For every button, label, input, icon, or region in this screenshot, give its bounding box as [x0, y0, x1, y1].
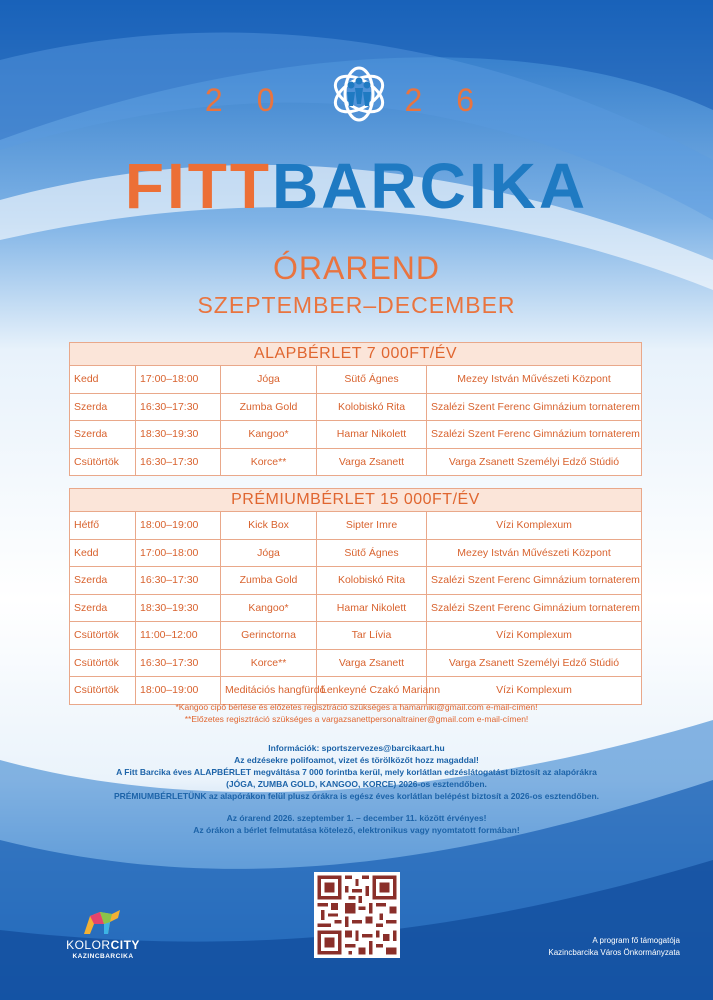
kolorcity-logo [60, 908, 146, 966]
cell-activity: Zumba Gold [221, 567, 317, 595]
kolorcity-wordmark [60, 938, 146, 952]
table-row [70, 594, 642, 622]
cell-day: Szerda [70, 393, 136, 421]
cell-time: 16:30–17:30 [136, 448, 221, 476]
cell-location: Mezey István Művészeti Központ [427, 366, 642, 394]
sponsor-line-1: A program fő támogatója [592, 936, 680, 945]
cell-trainer: Hamar Nikolett [317, 421, 427, 449]
brand-title [0, 150, 713, 222]
cell-location: Vízi Komplexum [427, 622, 642, 650]
cell-activity: Zumba Gold [221, 393, 317, 421]
cell-location: Varga Zsanett Személyi Edző Stúdió [427, 649, 642, 677]
footnotes [0, 701, 713, 725]
cell-day: Csütörtök [70, 448, 136, 476]
cell-day: Szerda [70, 421, 136, 449]
cell-day: Hétfő [70, 512, 136, 540]
cell-location: Vízi Komplexum [427, 512, 642, 540]
cell-day: Csütörtök [70, 677, 136, 705]
year-digit: 2 [204, 82, 257, 118]
cell-day: Kedd [70, 366, 136, 394]
brand-fitt: FITT [124, 150, 272, 222]
table-heading: ALAPBÉRLET 7 000FT/ÉV [70, 343, 642, 366]
cell-activity: Jóga [221, 539, 317, 567]
year-2026 [0, 82, 713, 119]
cell-time: 11:00–12:00 [136, 622, 221, 650]
table-row [70, 448, 642, 476]
table-heading: PRÉMIUMBÉRLET 15 000FT/ÉV [70, 489, 642, 512]
table-row [70, 622, 642, 650]
cell-trainer: Hamar Nikolett [317, 594, 427, 622]
info-basic-classes: (JÓGA, ZUMBA GOLD, KANGOO, KORCE) 2026-os esztendőben. [226, 779, 487, 789]
page-title: ÓRAREND [272, 250, 440, 286]
cell-location: Szalézi Szent Ferenc Gimnázium tornaterem [427, 594, 642, 622]
table-row [70, 366, 642, 394]
table-row [70, 649, 642, 677]
sponsor-line-2: Kazincbarcika Város Önkormányzata [548, 948, 680, 957]
cell-activity: Kick Box [221, 512, 317, 540]
page-subtitle: SZEPTEMBER–DECEMBER [197, 292, 516, 318]
info-contact: Információk: sportszervezes@barcikaart.hu [268, 743, 445, 753]
cell-activity: Meditációs hangfürdő [221, 677, 317, 705]
cell-activity: Korce** [221, 448, 317, 476]
cell-location: Varga Zsanett Személyi Edző Stúdió [427, 448, 642, 476]
basic-pass-schedule-table [69, 342, 642, 476]
table-row [70, 567, 642, 595]
city-text: CITY [110, 938, 140, 952]
footnote-kangoo: *Kangoo cipő bérlése és előzetes regisztráció szükséges a hamarniki@gmail.com e-mail-címen! [175, 702, 538, 712]
cell-time: 16:30–17:30 [136, 567, 221, 595]
cell-time: 16:30–17:30 [136, 649, 221, 677]
cell-day: Szerda [70, 567, 136, 595]
cell-trainer: Sipter Imre [317, 512, 427, 540]
info-validity: Az órarend 2026. szeptember 1. – december 11. között érvényes! [226, 813, 487, 823]
cell-location: Szalézi Szent Ferenc Gimnázium tornaterem [427, 393, 642, 421]
cell-day: Kedd [70, 539, 136, 567]
kolorcity-creature-icon [60, 908, 146, 938]
info-premium-pass: PRÉMIUMBÉRLETÜNK az alapórákon felül plusz órákra is egész éves korlátlan belépést biztosít a 2026-os esztendőben. [113, 791, 600, 801]
sponsor-note [470, 935, 680, 959]
premium-pass-schedule-table [69, 488, 642, 705]
cell-trainer: Kolobiskó Rita [317, 393, 427, 421]
cell-activity: Gerinctorna [221, 622, 317, 650]
information-block [40, 742, 673, 836]
cell-trainer: Sütő Ágnes [317, 366, 427, 394]
table-row [70, 393, 642, 421]
cell-time: 18:00–19:00 [136, 512, 221, 540]
cell-trainer: Lenkeyné Czakó Mariann [317, 677, 427, 705]
cell-time: 18:30–19:30 [136, 594, 221, 622]
info-pass-required: Az órákon a bérlet felmutatása kötelező, elektronikus vagy nyomtatott formában! [193, 825, 520, 835]
cell-time: 16:30–17:30 [136, 393, 221, 421]
kolorcity-subtitle: KAZINCBARCIKA [72, 953, 134, 960]
table-row [70, 512, 642, 540]
cell-activity: Kangoo* [221, 594, 317, 622]
cell-location: Vízi Komplexum [427, 677, 642, 705]
kolor-text: KOLOR [66, 938, 111, 952]
cell-location: Szalézi Szent Ferenc Gimnázium tornaterem [427, 421, 642, 449]
cell-trainer: Varga Zsanett [317, 649, 427, 677]
footnote-korce: **Előzetes regisztráció szükséges a vargazsanettpersonaltrainer@gmail.com e-mail-címen! [184, 714, 529, 724]
cell-day: Szerda [70, 594, 136, 622]
cell-location: Szalézi Szent Ferenc Gimnázium tornaterem [427, 567, 642, 595]
table-row [70, 539, 642, 567]
brand-barcika: BARCIKA [271, 150, 589, 222]
cell-day: Csütörtök [70, 622, 136, 650]
cell-activity: Korce** [221, 649, 317, 677]
year-digit: 6 [456, 82, 509, 118]
table-row [70, 421, 642, 449]
cell-day: Csütörtök [70, 649, 136, 677]
cell-time: 18:00–19:00 [136, 677, 221, 705]
cell-time: 17:00–18:00 [136, 366, 221, 394]
cell-time: 18:30–19:30 [136, 421, 221, 449]
cell-trainer: Sütő Ágnes [317, 539, 427, 567]
table-row [70, 677, 642, 705]
year-digit: 2 [404, 82, 457, 118]
cell-activity: Kangoo* [221, 421, 317, 449]
cell-time: 17:00–18:00 [136, 539, 221, 567]
cell-activity: Jóga [221, 366, 317, 394]
cell-location: Mezey István Művészeti Központ [427, 539, 642, 567]
year-digit: 0 [256, 82, 309, 118]
cell-trainer: Tar Lívia [317, 622, 427, 650]
cell-trainer: Kolobiskó Rita [317, 567, 427, 595]
info-basic-pass: A Fitt Barcika éves ALAPBÉRLET megváltása 7 000 forintba kerül, mely korlátlan edzéslátogatást biztosít az alapórákra [116, 767, 597, 777]
info-bring: Az edzésekre polifoamot, vizet és törölközőt hozz magaddal! [234, 755, 479, 765]
cell-trainer: Varga Zsanett [317, 448, 427, 476]
qr-code-icon[interactable] [314, 872, 400, 958]
